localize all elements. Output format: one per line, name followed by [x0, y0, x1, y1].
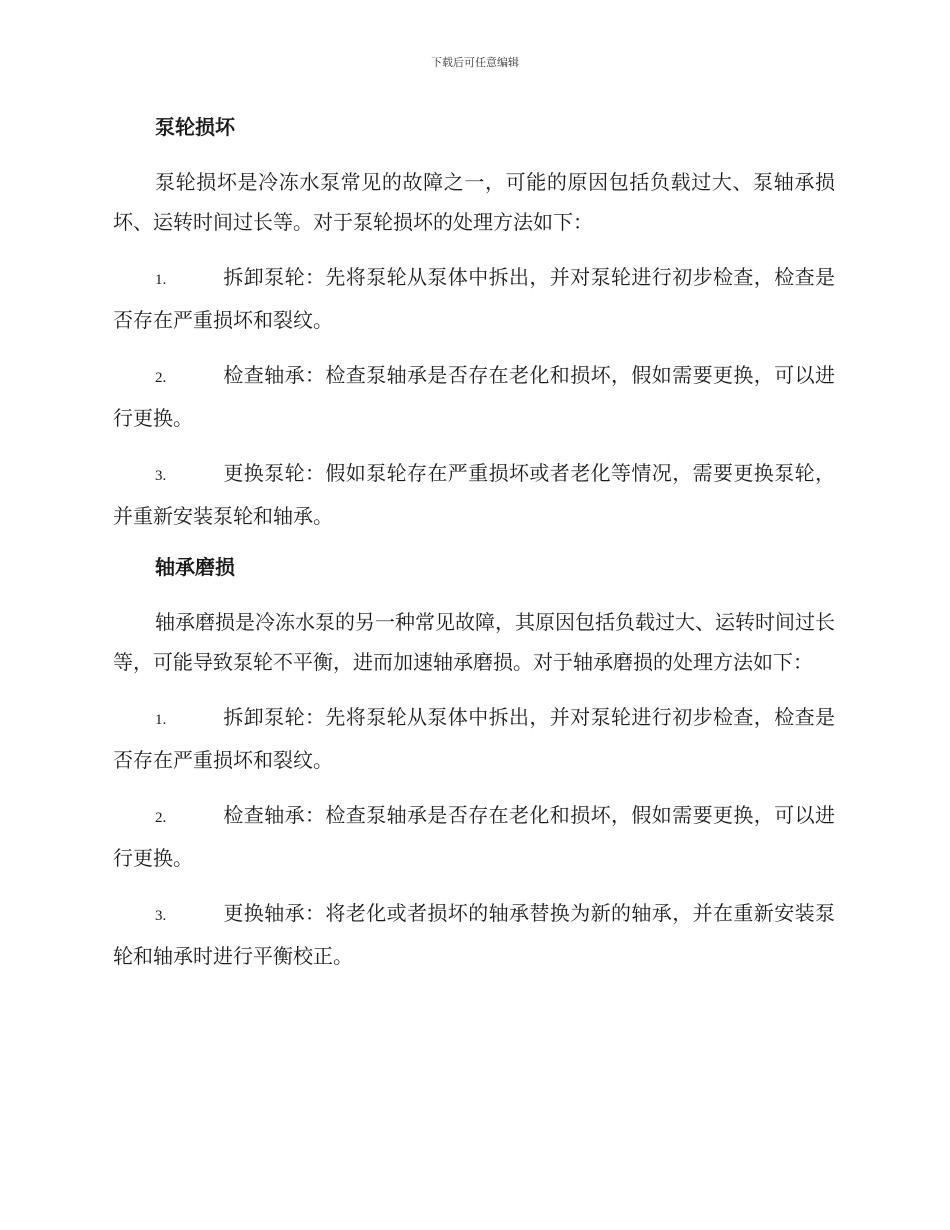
- list-number: 2.: [155, 370, 167, 386]
- page-header: 下载后可任意编辑: [431, 56, 519, 69]
- list-item-text: 检查轴承：检查泵轴承是否存在老化和损坏，假如需要更换，可以进行更换。: [113, 363, 835, 430]
- document-body: [113, 112, 835, 976]
- list-number: 1.: [155, 272, 167, 288]
- list-number: 3.: [155, 468, 167, 484]
- list-number: 1.: [155, 712, 167, 728]
- list-item: [113, 355, 835, 438]
- list-item-text: 检查轴承：检查泵轴承是否存在老化和损坏，假如需要更换，可以进行更换。: [113, 803, 835, 870]
- list-item: [113, 257, 835, 340]
- list-item: [113, 697, 835, 780]
- list-item: [113, 453, 835, 536]
- section-heading: 轴承磨损: [155, 555, 235, 579]
- list-item-text: 更换轴承：将老化或者损坏的轴承替换为新的轴承，并在重新安装泵轮和轴承时进行平衡校正。: [113, 901, 835, 968]
- list-item: [113, 893, 835, 976]
- list-item-text: 拆卸泵轮：先将泵轮从泵体中拆出，并对泵轮进行初步检查，检查是否存在严重损坏和裂纹。: [113, 265, 835, 332]
- list-item: [113, 795, 835, 878]
- section-intro: 轴承磨损是冷冻水泵的另一种常见故障，其原因包括负载过大、运转时间过长等，可能导致泵轮不平衡，进而加速轴承磨损。对于轴承磨损的处理方法如下：: [113, 610, 835, 674]
- section-heading: 泵轮损坏: [155, 115, 235, 139]
- list-number: 3.: [155, 908, 167, 924]
- list-number: 2.: [155, 810, 167, 826]
- list-item-text: 更换泵轮：假如泵轮存在严重损坏或者老化等情况，需要更换泵轮，并重新安装泵轮和轴承。: [113, 461, 835, 528]
- section-intro: 泵轮损坏是冷冻水泵常见的故障之一，可能的原因包括负载过大、泵轴承损坏、运转时间过长等。对于泵轮损坏的处理方法如下：: [113, 170, 835, 234]
- list-item-text: 拆卸泵轮：先将泵轮从泵体中拆出，并对泵轮进行初步检查，检查是否存在严重损坏和裂纹。: [113, 705, 835, 772]
